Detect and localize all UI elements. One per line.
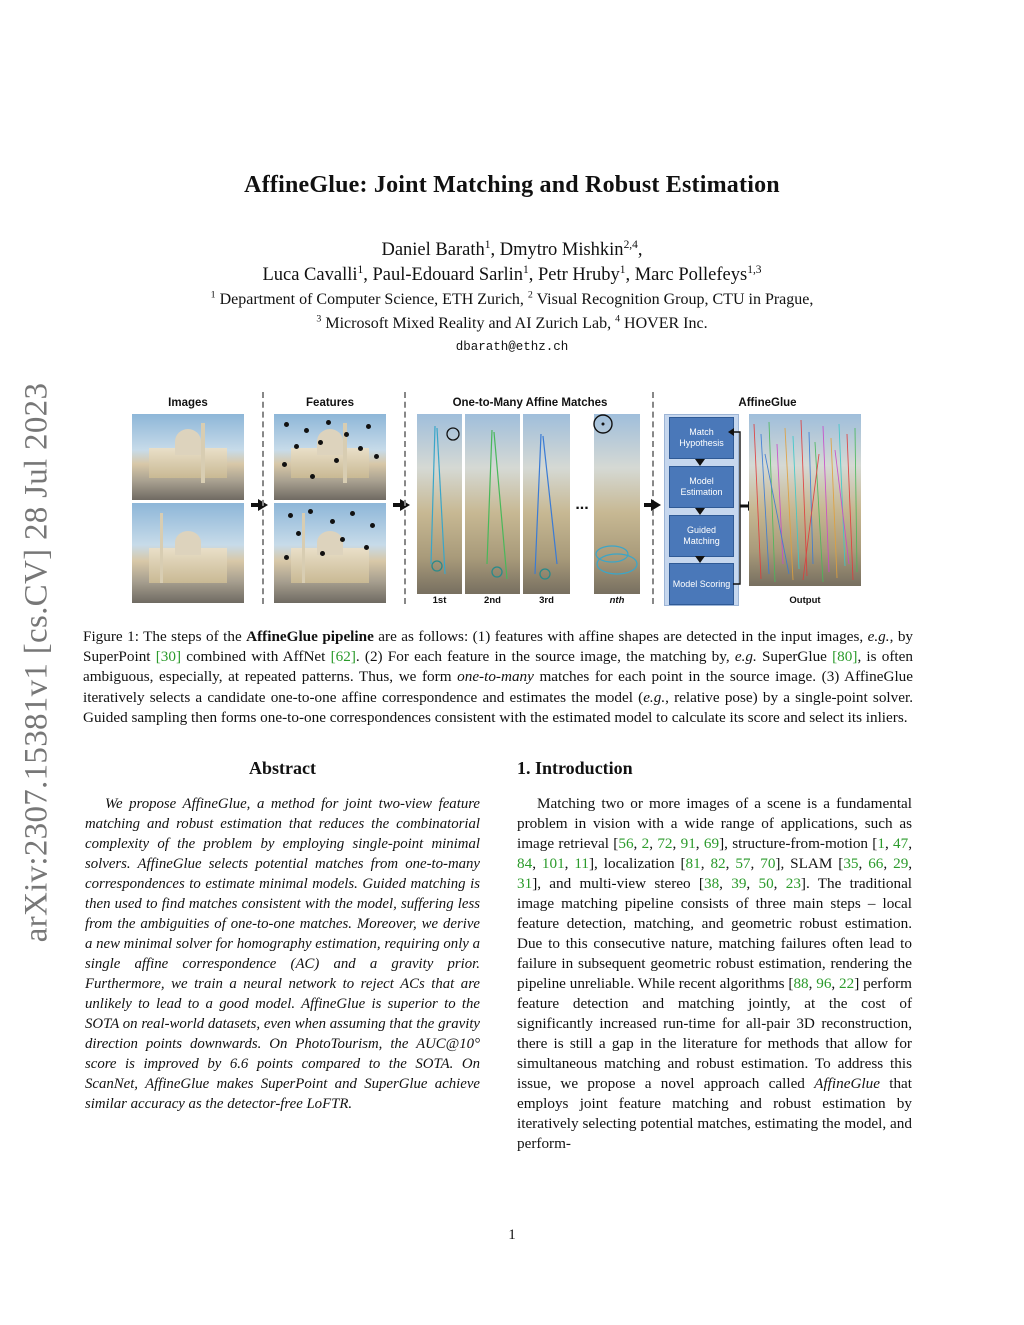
feature-point — [340, 537, 345, 542]
citation-link[interactable]: 50 — [758, 875, 774, 892]
divider-dashed — [652, 392, 654, 604]
paper-title: AffineGlue: Joint Matching and Robust Estimation — [244, 172, 780, 198]
citation-link[interactable]: 31 — [517, 875, 533, 892]
citation-link[interactable]: 81 — [685, 855, 701, 872]
flow-model-estimation: Model Estimation — [669, 466, 734, 508]
match-line — [809, 432, 813, 564]
source-features-photo — [274, 414, 386, 500]
affine-feature-center — [602, 423, 605, 426]
author-name: Daniel Barath — [381, 240, 485, 260]
citation-link[interactable]: 72 — [657, 835, 673, 852]
match-line — [437, 428, 445, 574]
author-sep: , — [637, 240, 643, 260]
citation-link[interactable]: 84 — [517, 855, 533, 872]
feature-point — [318, 440, 323, 445]
arxiv-sidebar — [8, 352, 66, 972]
caption-text: combined with AffNet — [181, 648, 331, 666]
fig-header-images: Images — [168, 397, 208, 409]
flow-down-arrow-icon — [695, 508, 705, 515]
feature-point — [326, 420, 331, 425]
ellipsis: ... — [575, 496, 589, 513]
author-email: dbarath@ethz.ch — [455, 340, 569, 354]
flow-loop-arrow-icon — [728, 428, 734, 436]
affil-number: 2 — [527, 289, 533, 301]
citation-link[interactable]: 88 — [793, 975, 809, 992]
citation-link[interactable]: 35 — [843, 855, 859, 872]
photo-obelisk — [302, 513, 305, 583]
citation-link[interactable]: 91 — [680, 835, 696, 852]
fig-header-affineglue: AffineGlue — [738, 397, 797, 409]
feature-point — [284, 555, 289, 560]
caption-text: Figure 1: The steps of the — [83, 628, 247, 645]
affine-feature-marker — [492, 567, 502, 577]
citation-link[interactable]: 11 — [574, 855, 589, 872]
match-line — [765, 454, 789, 574]
source-image-photo — [132, 414, 244, 500]
caption-italic: one-to-many — [457, 668, 534, 686]
divider-dashed — [262, 392, 264, 604]
match-lines-overlay — [417, 414, 640, 594]
feature-point — [370, 523, 375, 528]
citation-link[interactable]: 39 — [731, 875, 747, 892]
caption-italic: e.g. — [643, 688, 666, 706]
match-line — [487, 430, 492, 564]
fig-header-features: Features — [306, 397, 354, 409]
caption-text: are as follows: (1) features with affine shapes are detected in the input images, — [373, 628, 868, 645]
citation-link[interactable]: 101 — [541, 855, 565, 872]
authors-line-2 — [0, 265, 1024, 286]
citation-link[interactable]: 82 — [710, 855, 726, 872]
authors-line-1 — [0, 240, 1024, 261]
feature-point — [282, 462, 287, 467]
match-line — [855, 428, 857, 572]
photo-dome — [175, 429, 202, 455]
flow-down-arrow-icon — [695, 556, 705, 563]
photo-obelisk — [201, 423, 204, 483]
abstract-text: We propose AffineGlue, a method for joint two-view feature matching and robust estimation that reduces the combinatorial complexity of the problem by employing single-point minimal solvers. AffineGlue selects potential matches from one-to-many correspondences to estimate minimal models. Guided matching is then used to find matches consistent with the model, suffering less from the ambiguities of one-to-one matches. Moreover, we derive a new minimal solver for homography estimation, requiring only a single affine correspondence (AC) and a gravity prior. Furthermore, we train a neural network to reject ACs that are unlikely to lead to a good model. AffineGlue is superior to the SOTA on real-world datasets, even when assuming that the gravity direction points downwards. On PhotoTourism, the AUC@10° score is improved by 6.6 points compared to the SOTA. On ScanNet, AffineGlue makes SuperPoint and SuperGlue achieve similar accuracy as the detector-free LoFTR. — [85, 796, 480, 1112]
flow-match-hypothesis: Match Hypothesis — [669, 417, 734, 459]
caption-text: matches for each point in the source image. (3) AffineGlue iteratively selects a candidate one-to-one affine correspondence and estimates the model ( — [83, 668, 913, 706]
flow-loop-line — [733, 432, 740, 584]
author-sep: , — [528, 265, 538, 285]
intro-span: ] perform feature detection and matching jointly, at the cost of significantly increased run-time for all-pair 3D reconstruction, there is still a gap in the literature for methods that allow for simultaneous matching and robust estimation. To address this issue, we propose a novel approach called — [517, 975, 912, 1092]
target-image-photo — [132, 503, 244, 603]
match-line — [803, 454, 819, 580]
match-line — [535, 434, 541, 574]
affil-number: 4 — [615, 313, 621, 325]
author-sep: , — [363, 265, 373, 285]
citation-link[interactable]: 70 — [760, 855, 776, 872]
figure-caption — [83, 627, 913, 728]
caption-text: SuperGlue — [756, 648, 833, 666]
citation-link[interactable]: 22 — [839, 975, 855, 992]
affine-ellipse — [597, 554, 637, 574]
intro-span: that employs joint feature matching and robust estimation by iteratively selecting potential matches, estimating the model, and perform- — [517, 1075, 913, 1152]
match-line — [785, 428, 793, 580]
citation-link[interactable]: 96 — [816, 975, 832, 992]
flow-model-scoring: Model Scoring — [669, 563, 734, 605]
citation-link[interactable]: 56 — [618, 835, 634, 852]
arxiv-id: arXiv:2307.15381v1 [cs.CV] 28 Jul 2023 — [18, 382, 55, 942]
citation-link[interactable]: 29 — [893, 855, 909, 872]
feature-point — [358, 446, 363, 451]
affil-text: Department of Computer Science, ETH Zurich, — [215, 291, 528, 308]
author-name: Luca Cavalli — [262, 265, 358, 285]
affil-text: Microsoft Mixed Reality and AI Zurich Lab, — [321, 315, 616, 332]
divider-dashed — [404, 392, 406, 604]
author-affil: 1 — [523, 263, 529, 276]
match-line — [793, 436, 799, 569]
citation-link[interactable]: [30] — [155, 648, 182, 666]
citation-link[interactable]: 1 — [877, 835, 885, 852]
caption-text: . (2) For each feature in the source image, the matching by, — [355, 648, 735, 666]
fig-footer-2nd: 2nd — [484, 595, 501, 606]
author-name: Marc Pollefeys — [634, 265, 748, 285]
feature-point — [364, 545, 369, 550]
feature-point — [296, 531, 301, 536]
match-line — [823, 426, 829, 572]
intro-span: ], and multi-view stereo [ — [532, 875, 704, 892]
author-affil: 1 — [619, 263, 626, 276]
match-line — [835, 450, 849, 564]
fig-footer-nth: nth — [609, 595, 625, 606]
match-line — [754, 424, 761, 579]
caption-bold: AffineGlue pipeline — [246, 628, 374, 645]
citation-link[interactable]: 69 — [703, 835, 720, 852]
author-name: Dmytro Mishkin — [499, 240, 624, 260]
match-line — [494, 432, 507, 579]
affiliations-line-2 — [0, 315, 1024, 333]
citation-link[interactable]: [62] — [330, 648, 356, 666]
caption-text: , by SuperPoint — [83, 628, 914, 666]
intro-span: Matching two or more images of a scene is a fundamental problem in vision with a wide range of applications, such as image retrieval [ — [517, 795, 912, 852]
caption-text: , relative pose) by a single-point solver. Guided sampling then forms one-to-one correspondences consistent with the estimated model to calculate its score and select its inliers. — [83, 688, 913, 726]
match-line — [543, 436, 557, 564]
photo-obelisk — [160, 513, 163, 583]
affil-text: HOVER Inc. — [620, 315, 708, 332]
match-line — [777, 444, 783, 564]
output-matches-overlay — [749, 414, 861, 586]
photo-dome — [175, 531, 202, 555]
target-features-photo — [274, 503, 386, 603]
feature-point — [350, 511, 355, 516]
citation-link[interactable]: 2 — [641, 835, 650, 852]
intro-span: ], SLAM [ — [775, 855, 844, 872]
feature-point — [374, 454, 379, 459]
fig-footer-3rd: 3rd — [539, 595, 554, 606]
page-number: 1 — [508, 1227, 516, 1243]
flow-arrows — [664, 414, 754, 604]
match-line — [431, 426, 435, 564]
caption-italic: e.g. — [867, 628, 890, 645]
author-affil: 1,3 — [747, 263, 762, 276]
affiliations-line-1 — [0, 291, 1024, 309]
fig-footer-output: Output — [789, 595, 821, 606]
affil-text: Visual Recognition Group, CTU in Prague, — [532, 291, 814, 308]
author-affil: 1 — [357, 263, 364, 276]
intro-italic: AffineGlue — [814, 1075, 880, 1092]
affil-number: 1 — [210, 289, 216, 301]
author-name: Paul-Edouard Sarlin — [372, 265, 524, 285]
match-line — [769, 422, 775, 582]
affil-number: 3 — [316, 313, 322, 325]
author-sep: , — [490, 240, 500, 260]
caption-text: , is often ambiguous, especially, at repeated patterns. Thus, we form — [83, 648, 913, 686]
affine-feature-marker — [540, 569, 550, 579]
match-line — [815, 442, 823, 582]
author-sep: , — [625, 265, 635, 285]
flow-down-arrow-icon — [695, 459, 705, 466]
intro-heading: 1. Introduction — [517, 758, 633, 778]
citation-link[interactable]: 66 — [868, 855, 884, 872]
citation-link[interactable]: 38 — [703, 875, 720, 892]
feature-point — [366, 424, 371, 429]
citation-link[interactable]: 57 — [735, 855, 751, 872]
citation-link[interactable]: 47 — [893, 835, 909, 852]
fig-footer-1st: 1st — [432, 595, 447, 606]
feature-point — [344, 432, 349, 437]
match-line — [839, 424, 845, 566]
arrow-right-icon — [651, 499, 661, 511]
author-affil: 2,4 — [623, 238, 638, 251]
intro-text: Matching two or more images of a scene is a fundamental problem in vision with a wide range of applications, such as image retrieval [56, 2, 72, 91, 69], structure-from-motion [1, 47, 84, 101, 11], localization [81, 82, 57, 70], SLAM [35, 66, 29, 31], and multi-view stereo [38, 39, 50, 23]. The traditional image matching pipeline consists of three main steps – local feature detection, matching, and geometric robust estimation. Due to this consecutive nature, matching failures often lead to failure in subsequent geometric robust estimation, rendering the pipeline unreliable. While recent algorithms [88, 96, 22] perform feature detection and matching jointly, at the cost of significantly increased run-time for all-pair 3D reconstruction, there is still a gap in the literature for methods that allow for simultaneous matching and robust estimation. To address this issue, we propose a novel approach called AffineGlue that employs joint feature matching and robust estimation by iteratively selecting potential matches, estimating the model, and perform- — [517, 795, 913, 1152]
feature-point — [330, 519, 335, 524]
feature-point — [310, 474, 315, 479]
feature-point — [284, 422, 289, 427]
affine-feature-marker — [447, 428, 459, 440]
citation-link[interactable]: [80] — [832, 648, 858, 666]
abstract-heading: Abstract — [249, 758, 316, 778]
affine-feature-marker — [432, 561, 442, 571]
author-name: Petr Hruby — [538, 265, 620, 285]
author-affil: 1 — [484, 238, 491, 251]
feature-point — [320, 551, 325, 556]
feature-point — [304, 428, 309, 433]
fig-header-one-to-many: One-to-Many Affine Matches — [452, 397, 608, 409]
feature-point — [334, 458, 339, 463]
intro-span: ], localization [ — [589, 855, 686, 872]
caption-italic: e.g. — [734, 648, 757, 666]
feature-point — [288, 513, 293, 518]
citation-link[interactable]: 23 — [785, 875, 801, 892]
flow-guided-matching: Guided Matching — [669, 515, 734, 557]
intro-span: ], structure-from-motion [ — [719, 835, 878, 852]
feature-point — [308, 509, 313, 514]
intro-span: ]. The traditional image matching pipeline consists of three main steps – local feature detection, matching, and geometric robust estimation. Due to this consecutive nature, matching failures often lead to failure in subsequent geometric robust estimation, rendering the pipeline unreliable. While recent algorithms [ — [517, 875, 913, 992]
feature-point — [294, 444, 299, 449]
